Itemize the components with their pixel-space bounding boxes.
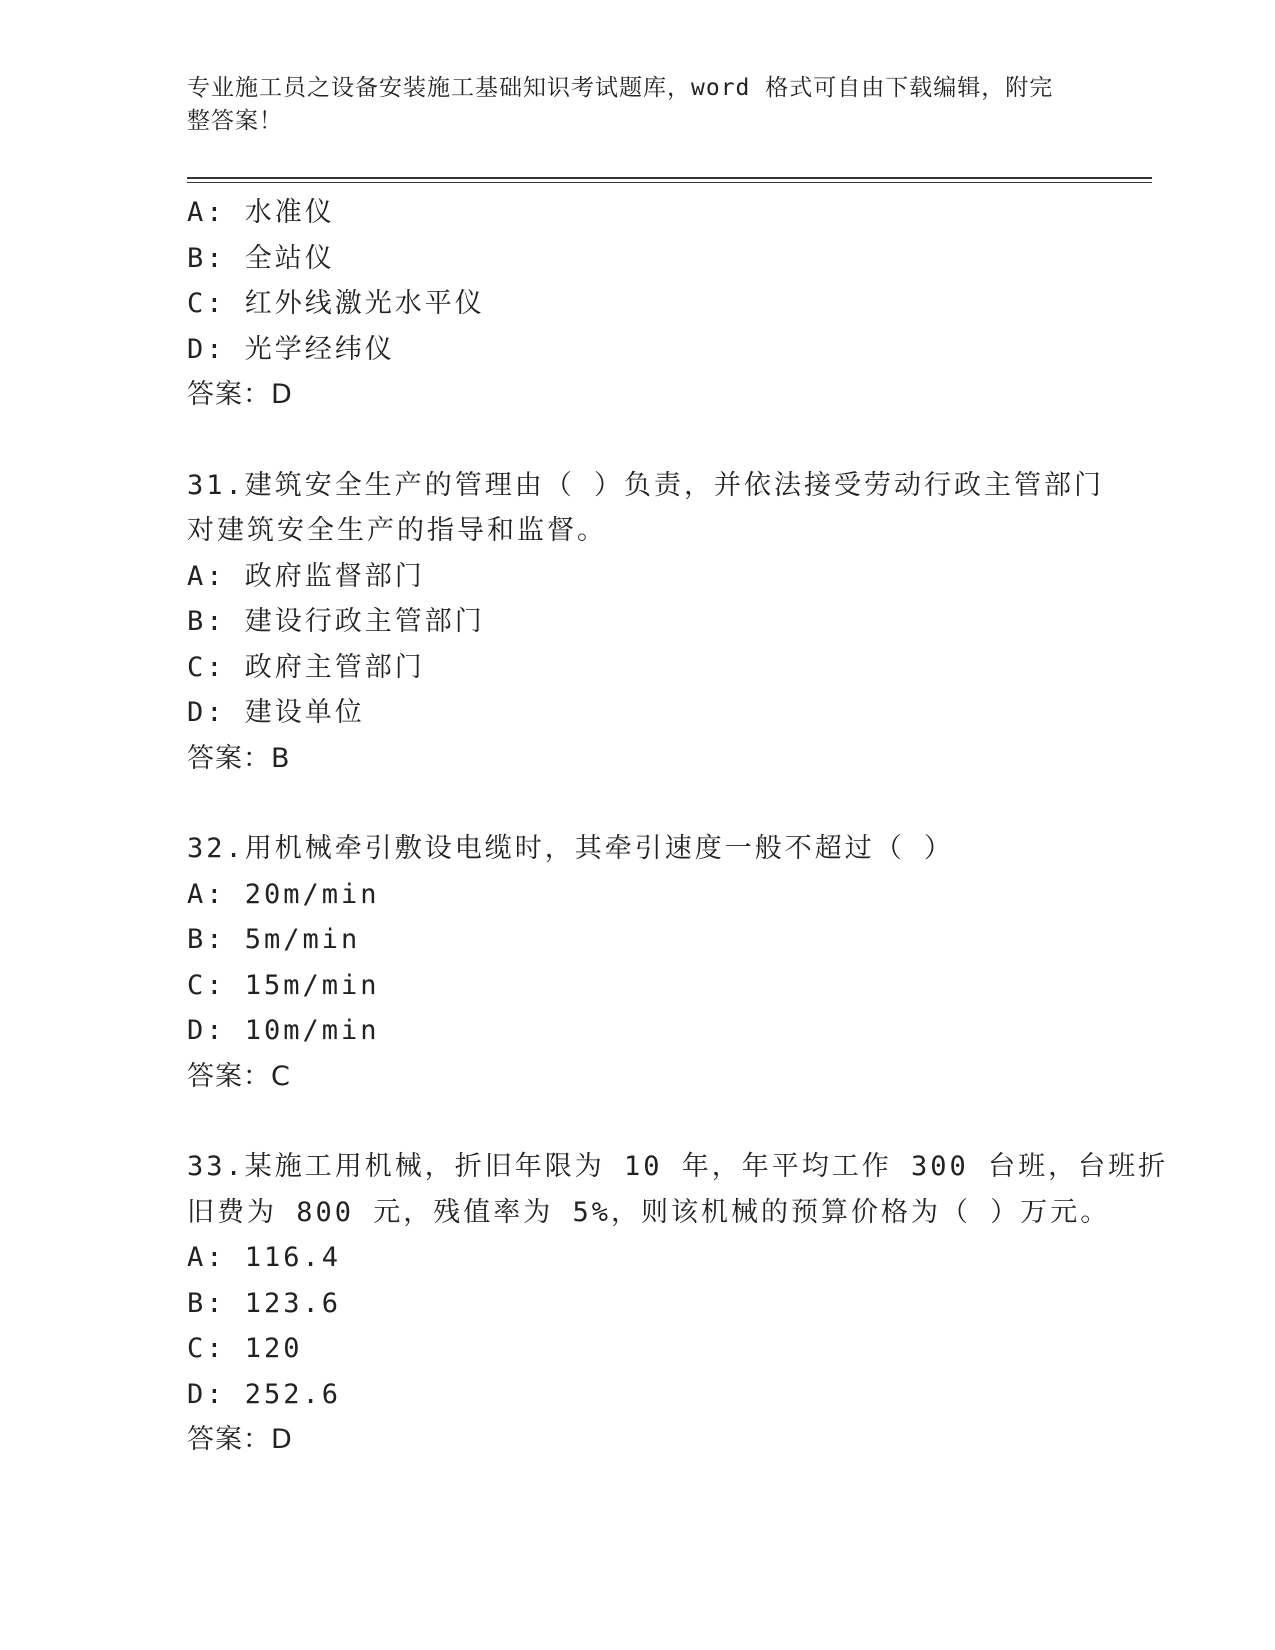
question-stem-line-1: 33.某施工用机械，折旧年限为 10 年，年平均工作 300 台班，台班折 bbox=[187, 1151, 1169, 1182]
spacer bbox=[187, 418, 1107, 463]
option-c: C: 15m/min bbox=[187, 969, 380, 1001]
spacer bbox=[187, 781, 1107, 826]
question-stem-line-2: 旧费为 800 元，残值率为 5%，则该机械的预算价格为（ ）万元。 bbox=[187, 1196, 1111, 1228]
header-rule-thin bbox=[187, 182, 1152, 183]
question-stem-line-1: 32.用机械牵引敷设电缆时，其牵引速度一般不超过（ ） bbox=[187, 833, 955, 864]
question-33 bbox=[187, 1144, 1169, 1463]
answer-line: 答案：B bbox=[187, 742, 291, 774]
option-a: A: 20m/min bbox=[187, 878, 380, 910]
option-b: B: 5m/min bbox=[187, 924, 361, 955]
option-a: A: 政府监督部门 bbox=[187, 560, 425, 592]
option-a: A: 116.4 bbox=[187, 1242, 342, 1273]
option-a: A: 水准仪 bbox=[187, 197, 335, 228]
header-line-2: 整答案！ bbox=[187, 108, 283, 134]
option-c: C: 政府主管部门 bbox=[187, 651, 425, 683]
question-stem-line-1: 31.建筑安全生产的管理由（ ）负责，并依法接受劳动行政主管部门 bbox=[187, 469, 1105, 501]
option-d: D: 光学经纬仪 bbox=[187, 333, 395, 365]
question-30 bbox=[187, 190, 1107, 418]
header-rule-thick bbox=[187, 177, 1152, 179]
option-d: D: 10m/min bbox=[187, 1015, 380, 1046]
question-31 bbox=[187, 463, 1107, 782]
question-stem-line-2: 对建筑安全生产的指导和监督。 bbox=[187, 515, 607, 546]
question-list bbox=[187, 190, 1169, 1463]
option-b: B: 123.6 bbox=[187, 1287, 342, 1319]
option-d: D: 252.6 bbox=[187, 1378, 342, 1410]
option-c: C: 120 bbox=[187, 1333, 303, 1364]
document-header bbox=[187, 72, 1067, 138]
option-d: D: 建设单位 bbox=[187, 697, 365, 728]
spacer bbox=[187, 1099, 1107, 1144]
option-b: B: 建设行政主管部门 bbox=[187, 606, 485, 637]
question-32 bbox=[187, 826, 1107, 1099]
header-line-1: 专业施工员之设备安装施工基础知识考试题库，word 格式可自由下载编辑，附完 bbox=[187, 75, 1054, 101]
answer-line: 答案：D bbox=[187, 1424, 293, 1455]
answer-line: 答案：D bbox=[187, 379, 293, 410]
option-b: B: 全站仪 bbox=[187, 242, 335, 274]
option-c: C: 红外线激光水平仪 bbox=[187, 288, 485, 319]
answer-line: 答案：C bbox=[187, 1060, 291, 1092]
